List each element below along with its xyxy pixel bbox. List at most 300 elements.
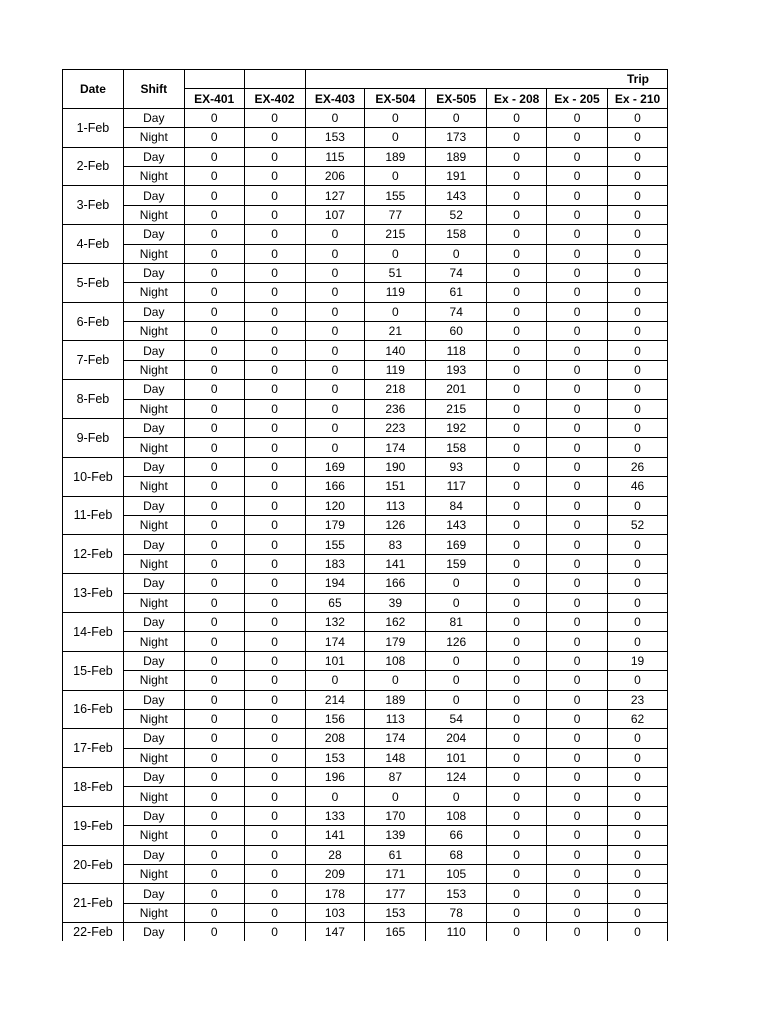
value-cell: 0 — [547, 419, 608, 438]
value-cell: 0 — [487, 865, 547, 884]
value-cell: 0 — [608, 748, 668, 767]
shift-cell: Day — [123, 535, 184, 554]
value-cell: 0 — [608, 923, 668, 941]
value-cell: 0 — [487, 748, 547, 767]
value-cell: 0 — [608, 399, 668, 418]
value-cell: 0 — [487, 380, 547, 399]
value-cell: 0 — [608, 903, 668, 922]
shift-cell: Day — [123, 419, 184, 438]
value-cell: 0 — [547, 283, 608, 302]
value-cell: 0 — [608, 341, 668, 360]
value-cell: 21 — [365, 322, 426, 341]
value-cell: 0 — [184, 651, 244, 670]
value-cell: 126 — [426, 632, 487, 651]
value-cell: 183 — [305, 554, 365, 573]
value-cell: 0 — [487, 923, 547, 941]
table-row — [63, 477, 668, 496]
value-cell: 0 — [184, 729, 244, 748]
value-cell: 0 — [184, 399, 244, 418]
date-cell: 13-Feb — [63, 574, 124, 613]
value-cell: 0 — [487, 457, 547, 476]
value-cell: 0 — [487, 845, 547, 864]
date-cell: 5-Feb — [63, 263, 124, 302]
value-cell: 0 — [184, 787, 244, 806]
table-row — [63, 865, 668, 884]
value-cell: 0 — [547, 923, 608, 941]
date-cell: 16-Feb — [63, 690, 124, 729]
shift-header: Shift — [123, 70, 184, 109]
value-cell: 52 — [426, 205, 487, 224]
value-cell: 60 — [426, 322, 487, 341]
date-cell: 12-Feb — [63, 535, 124, 574]
value-cell: 192 — [426, 419, 487, 438]
value-cell: 0 — [365, 671, 426, 690]
shift-cell: Day — [123, 884, 184, 903]
value-cell: 52 — [608, 515, 668, 534]
shift-cell: Night — [123, 128, 184, 147]
table-row — [63, 302, 668, 321]
date-cell: 1-Feb — [63, 108, 124, 147]
value-cell: 0 — [487, 419, 547, 438]
value-cell: 162 — [365, 612, 426, 631]
value-cell: 169 — [305, 457, 365, 476]
table-row — [63, 166, 668, 185]
value-cell: 0 — [487, 108, 547, 127]
value-cell: 204 — [426, 729, 487, 748]
value-cell: 0 — [547, 903, 608, 922]
value-cell: 0 — [547, 748, 608, 767]
table-row — [63, 457, 668, 476]
value-cell: 0 — [244, 302, 305, 321]
value-cell: 189 — [426, 147, 487, 166]
table-row — [63, 787, 668, 806]
value-cell: 0 — [184, 768, 244, 787]
value-cell: 0 — [244, 322, 305, 341]
value-cell: 0 — [608, 768, 668, 787]
value-cell: 78 — [426, 903, 487, 922]
value-cell: 0 — [184, 419, 244, 438]
value-cell: 0 — [547, 322, 608, 341]
shift-cell: Night — [123, 399, 184, 418]
value-cell: 61 — [365, 845, 426, 864]
value-cell: 153 — [305, 748, 365, 767]
value-cell: 189 — [365, 147, 426, 166]
shift-cell: Day — [123, 729, 184, 748]
value-cell: 0 — [305, 380, 365, 399]
table-row — [63, 574, 668, 593]
shift-cell: Day — [123, 923, 184, 941]
value-cell: 0 — [487, 729, 547, 748]
value-cell: 0 — [487, 225, 547, 244]
value-cell: 0 — [487, 690, 547, 709]
value-cell: 0 — [244, 748, 305, 767]
value-cell: 0 — [184, 865, 244, 884]
value-cell: 0 — [184, 244, 244, 263]
shift-cell: Day — [123, 457, 184, 476]
value-cell: 0 — [487, 574, 547, 593]
date-cell: 14-Feb — [63, 612, 124, 651]
table-row — [63, 690, 668, 709]
shift-cell: Night — [123, 632, 184, 651]
value-cell: 26 — [608, 457, 668, 476]
value-cell: 0 — [426, 574, 487, 593]
shift-cell: Night — [123, 360, 184, 379]
value-cell: 141 — [365, 554, 426, 573]
table-row — [63, 108, 668, 127]
value-cell: 0 — [305, 263, 365, 282]
shift-cell: Day — [123, 496, 184, 515]
header-row-top — [63, 70, 668, 89]
value-cell: 74 — [426, 263, 487, 282]
value-cell: 0 — [244, 438, 305, 457]
value-cell: 0 — [547, 690, 608, 709]
value-cell: 179 — [365, 632, 426, 651]
value-cell: 0 — [184, 632, 244, 651]
value-cell: 0 — [547, 554, 608, 573]
value-cell: 0 — [305, 341, 365, 360]
value-cell: 0 — [244, 865, 305, 884]
value-cell: 0 — [487, 166, 547, 185]
value-cell: 0 — [608, 554, 668, 573]
value-cell: 0 — [608, 244, 668, 263]
value-cell: 0 — [305, 225, 365, 244]
value-cell: 0 — [547, 128, 608, 147]
value-cell: 171 — [365, 865, 426, 884]
value-cell: 127 — [305, 186, 365, 205]
table-row — [63, 419, 668, 438]
table-row — [63, 593, 668, 612]
value-cell: 0 — [365, 108, 426, 127]
table-row — [63, 729, 668, 748]
value-cell: 0 — [244, 923, 305, 941]
value-cell: 108 — [426, 806, 487, 825]
value-cell: 140 — [365, 341, 426, 360]
value-cell: 0 — [365, 244, 426, 263]
shift-cell: Day — [123, 147, 184, 166]
value-cell: 0 — [305, 360, 365, 379]
value-cell: 0 — [547, 865, 608, 884]
shift-cell: Night — [123, 671, 184, 690]
table-row — [63, 263, 668, 282]
value-cell: 0 — [608, 787, 668, 806]
shift-cell: Day — [123, 806, 184, 825]
value-cell: 0 — [547, 651, 608, 670]
header-blank-cell — [244, 70, 305, 89]
value-cell: 0 — [608, 283, 668, 302]
value-cell: 62 — [608, 709, 668, 728]
value-cell: 0 — [426, 651, 487, 670]
value-cell: 77 — [365, 205, 426, 224]
date-cell: 21-Feb — [63, 884, 124, 923]
value-cell: 0 — [487, 806, 547, 825]
value-cell: 0 — [184, 574, 244, 593]
value-cell: 194 — [305, 574, 365, 593]
value-cell: 0 — [184, 128, 244, 147]
value-cell: 0 — [487, 244, 547, 263]
value-cell: 159 — [426, 554, 487, 573]
value-cell: 0 — [184, 496, 244, 515]
column-header: Ex - 205 — [547, 89, 608, 108]
value-cell: 153 — [365, 903, 426, 922]
value-cell: 0 — [305, 399, 365, 418]
value-cell: 0 — [244, 612, 305, 631]
date-cell: 15-Feb — [63, 651, 124, 690]
value-cell: 0 — [184, 341, 244, 360]
value-cell: 0 — [547, 826, 608, 845]
value-cell: 0 — [244, 186, 305, 205]
table-row — [63, 671, 668, 690]
value-cell: 0 — [184, 457, 244, 476]
value-cell: 0 — [305, 419, 365, 438]
value-cell: 174 — [365, 729, 426, 748]
date-cell: 11-Feb — [63, 496, 124, 535]
value-cell: 124 — [426, 768, 487, 787]
value-cell: 0 — [487, 399, 547, 418]
value-cell: 0 — [487, 438, 547, 457]
value-cell: 196 — [305, 768, 365, 787]
value-cell: 0 — [487, 496, 547, 515]
value-cell: 0 — [608, 438, 668, 457]
value-cell: 0 — [305, 322, 365, 341]
value-cell: 193 — [426, 360, 487, 379]
value-cell: 0 — [547, 108, 608, 127]
value-cell: 19 — [608, 651, 668, 670]
value-cell: 208 — [305, 729, 365, 748]
value-cell: 133 — [305, 806, 365, 825]
value-cell: 0 — [244, 787, 305, 806]
column-header: Ex - 210 — [608, 89, 668, 108]
value-cell: 0 — [547, 612, 608, 631]
table-row — [63, 768, 668, 787]
value-cell: 84 — [426, 496, 487, 515]
value-cell: 0 — [547, 244, 608, 263]
value-cell: 0 — [244, 903, 305, 922]
value-cell: 0 — [608, 108, 668, 127]
value-cell: 0 — [608, 632, 668, 651]
table-row — [63, 341, 668, 360]
value-cell: 158 — [426, 438, 487, 457]
value-cell: 0 — [608, 574, 668, 593]
table-row — [63, 806, 668, 825]
shift-cell: Day — [123, 690, 184, 709]
value-cell: 0 — [244, 806, 305, 825]
value-cell: 39 — [365, 593, 426, 612]
date-cell: 9-Feb — [63, 419, 124, 458]
value-cell: 0 — [244, 884, 305, 903]
value-cell: 0 — [547, 205, 608, 224]
shift-cell: Night — [123, 787, 184, 806]
value-cell: 0 — [547, 729, 608, 748]
value-cell: 0 — [547, 709, 608, 728]
table-row — [63, 322, 668, 341]
shift-cell: Day — [123, 302, 184, 321]
table-row — [63, 244, 668, 263]
value-cell: 0 — [244, 147, 305, 166]
date-cell: 20-Feb — [63, 845, 124, 884]
value-cell: 0 — [244, 457, 305, 476]
value-cell: 0 — [305, 108, 365, 127]
value-cell: 0 — [244, 166, 305, 185]
value-cell: 0 — [184, 380, 244, 399]
value-cell: 0 — [426, 593, 487, 612]
shift-cell: Day — [123, 845, 184, 864]
value-cell: 0 — [547, 632, 608, 651]
value-cell: 153 — [426, 884, 487, 903]
table-row — [63, 380, 668, 399]
value-cell: 148 — [365, 748, 426, 767]
value-cell: 0 — [305, 302, 365, 321]
value-cell: 0 — [244, 341, 305, 360]
value-cell: 0 — [244, 554, 305, 573]
value-cell: 0 — [547, 515, 608, 534]
value-cell: 0 — [547, 438, 608, 457]
shift-cell: Night — [123, 865, 184, 884]
value-cell: 0 — [184, 884, 244, 903]
value-cell: 0 — [184, 903, 244, 922]
table-row — [63, 399, 668, 418]
value-cell: 189 — [365, 690, 426, 709]
date-cell: 8-Feb — [63, 380, 124, 419]
value-cell: 87 — [365, 768, 426, 787]
value-cell: 51 — [365, 263, 426, 282]
shift-cell: Night — [123, 748, 184, 767]
shift-cell: Night — [123, 283, 184, 302]
value-cell: 155 — [305, 535, 365, 554]
value-cell: 165 — [365, 923, 426, 941]
value-cell: 0 — [244, 399, 305, 418]
value-cell: 23 — [608, 690, 668, 709]
value-cell: 174 — [365, 438, 426, 457]
table-row — [63, 515, 668, 534]
value-cell: 0 — [244, 593, 305, 612]
value-cell: 0 — [365, 166, 426, 185]
value-cell: 0 — [305, 671, 365, 690]
value-cell: 0 — [184, 360, 244, 379]
shift-cell: Day — [123, 186, 184, 205]
value-cell: 0 — [608, 186, 668, 205]
value-cell: 0 — [244, 283, 305, 302]
value-cell: 0 — [608, 826, 668, 845]
value-cell: 0 — [184, 806, 244, 825]
value-cell: 0 — [547, 496, 608, 515]
value-cell: 0 — [184, 205, 244, 224]
value-cell: 0 — [244, 651, 305, 670]
table-row — [63, 438, 668, 457]
date-cell: 6-Feb — [63, 302, 124, 341]
shift-cell: Night — [123, 477, 184, 496]
table-row — [63, 632, 668, 651]
value-cell: 143 — [426, 186, 487, 205]
column-header: EX-504 — [365, 89, 426, 108]
value-cell: 119 — [365, 283, 426, 302]
value-cell: 0 — [487, 884, 547, 903]
value-cell: 0 — [244, 360, 305, 379]
value-cell: 0 — [184, 923, 244, 941]
shift-cell: Night — [123, 205, 184, 224]
shift-cell: Night — [123, 593, 184, 612]
table-row — [63, 651, 668, 670]
value-cell: 0 — [608, 593, 668, 612]
value-cell: 156 — [305, 709, 365, 728]
value-cell: 0 — [487, 515, 547, 534]
value-cell: 215 — [365, 225, 426, 244]
value-cell: 0 — [426, 787, 487, 806]
value-cell: 83 — [365, 535, 426, 554]
value-cell: 0 — [608, 535, 668, 554]
value-cell: 0 — [487, 632, 547, 651]
value-cell: 81 — [426, 612, 487, 631]
value-cell: 113 — [365, 709, 426, 728]
value-cell: 169 — [426, 535, 487, 554]
value-cell: 0 — [184, 438, 244, 457]
value-cell: 0 — [608, 263, 668, 282]
table-row — [63, 283, 668, 302]
header-blank-cell — [184, 70, 244, 89]
value-cell: 0 — [608, 729, 668, 748]
value-cell: 0 — [184, 166, 244, 185]
value-cell: 0 — [244, 380, 305, 399]
value-cell: 139 — [365, 826, 426, 845]
table-row — [63, 923, 668, 941]
value-cell: 54 — [426, 709, 487, 728]
value-cell: 93 — [426, 457, 487, 476]
value-cell: 0 — [547, 147, 608, 166]
value-cell: 0 — [244, 574, 305, 593]
value-cell: 153 — [305, 128, 365, 147]
shift-cell: Day — [123, 380, 184, 399]
table-row — [63, 826, 668, 845]
value-cell: 105 — [426, 865, 487, 884]
value-cell: 0 — [184, 535, 244, 554]
shift-cell: Day — [123, 574, 184, 593]
value-cell: 0 — [547, 477, 608, 496]
value-cell: 0 — [547, 225, 608, 244]
value-cell: 0 — [244, 225, 305, 244]
value-cell: 0 — [305, 787, 365, 806]
value-cell: 0 — [184, 515, 244, 534]
value-cell: 0 — [547, 457, 608, 476]
value-cell: 0 — [608, 128, 668, 147]
shift-cell: Day — [123, 612, 184, 631]
value-cell: 0 — [184, 108, 244, 127]
value-cell: 0 — [487, 360, 547, 379]
value-cell: 179 — [305, 515, 365, 534]
value-cell: 143 — [426, 515, 487, 534]
table-row — [63, 535, 668, 554]
value-cell: 0 — [244, 690, 305, 709]
column-header: EX-402 — [244, 89, 305, 108]
table-row — [63, 748, 668, 767]
value-cell: 0 — [608, 205, 668, 224]
table-row — [63, 147, 668, 166]
shift-cell: Night — [123, 244, 184, 263]
shift-cell: Day — [123, 341, 184, 360]
value-cell: 0 — [184, 826, 244, 845]
date-cell: 19-Feb — [63, 806, 124, 845]
value-cell: 0 — [608, 302, 668, 321]
value-cell: 0 — [547, 380, 608, 399]
value-cell: 0 — [426, 244, 487, 263]
value-cell: 173 — [426, 128, 487, 147]
value-cell: 0 — [244, 632, 305, 651]
value-cell: 0 — [487, 147, 547, 166]
value-cell: 0 — [184, 147, 244, 166]
value-cell: 0 — [608, 884, 668, 903]
value-cell: 174 — [305, 632, 365, 651]
value-cell: 68 — [426, 845, 487, 864]
table-row — [63, 205, 668, 224]
value-cell: 158 — [426, 225, 487, 244]
